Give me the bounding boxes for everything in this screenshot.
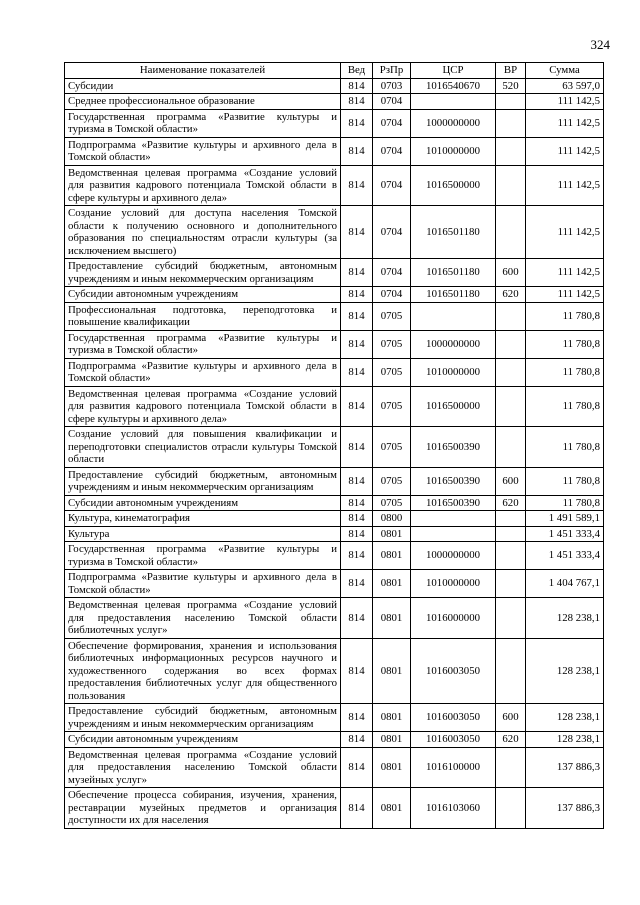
cell-csr: 1010000000: [411, 137, 496, 165]
table-row: [65, 542, 604, 570]
cell-csr: 1016501180: [411, 206, 496, 259]
cell-vr: [496, 330, 526, 358]
table-row: [65, 570, 604, 598]
cell-rzpr: 0801: [373, 542, 411, 570]
cell-csr: 1000000000: [411, 109, 496, 137]
cell-csr: 1016003050: [411, 704, 496, 732]
cell-csr: 1016003050: [411, 732, 496, 748]
cell-csr: 1016500390: [411, 467, 496, 495]
cell-csr: 1016003050: [411, 638, 496, 704]
table-row: [65, 109, 604, 137]
cell-vr: 620: [496, 732, 526, 748]
cell-ved: 814: [341, 542, 373, 570]
cell-ved: 814: [341, 165, 373, 206]
cell-rzpr: 0801: [373, 638, 411, 704]
cell-rzpr: 0704: [373, 137, 411, 165]
cell-ved: 814: [341, 302, 373, 330]
table-row: [65, 704, 604, 732]
cell-ved: 814: [341, 638, 373, 704]
cell-csr: 1010000000: [411, 358, 496, 386]
cell-sum: 111 142,5: [526, 94, 604, 110]
header-ved: Вед: [341, 63, 373, 79]
cell-csr: 1016501180: [411, 259, 496, 287]
cell-vr: [496, 542, 526, 570]
cell-csr: 1000000000: [411, 542, 496, 570]
cell-csr: 1016500000: [411, 165, 496, 206]
cell-name: Субсидии автономным учреждениям: [65, 732, 341, 748]
cell-rzpr: 0705: [373, 330, 411, 358]
cell-sum: 11 780,8: [526, 495, 604, 511]
cell-name: Предоставление субсидий бюджетным, автономным учреждениям и иным некоммерческим организациям: [65, 259, 341, 287]
cell-vr: 520: [496, 78, 526, 94]
cell-ved: 814: [341, 467, 373, 495]
header-rzpr: РзПр: [373, 63, 411, 79]
cell-name: Субсидии автономным учреждениям: [65, 495, 341, 511]
cell-sum: 111 142,5: [526, 109, 604, 137]
cell-rzpr: 0801: [373, 526, 411, 542]
header-row: [65, 63, 604, 79]
table-row: [65, 330, 604, 358]
table-row: [65, 511, 604, 527]
cell-csr: 1016500390: [411, 495, 496, 511]
cell-rzpr: 0704: [373, 287, 411, 303]
cell-vr: [496, 358, 526, 386]
cell-sum: 128 238,1: [526, 638, 604, 704]
cell-sum: 1 404 767,1: [526, 570, 604, 598]
cell-vr: [496, 302, 526, 330]
table-row: [65, 638, 604, 704]
cell-sum: 137 886,3: [526, 747, 604, 788]
cell-name: Ведомственная целевая программа «Создание условий для предоставления населению Томской области музейных услуг»: [65, 747, 341, 788]
cell-name: Государственная программа «Развитие культуры и туризма в Томской области»: [65, 330, 341, 358]
cell-name: Предоставление субсидий бюджетным, автономным учреждениям и иным некоммерческим организациям: [65, 704, 341, 732]
table-row: [65, 358, 604, 386]
cell-csr: [411, 526, 496, 542]
cell-vr: [496, 206, 526, 259]
cell-rzpr: 0800: [373, 511, 411, 527]
table-row: [65, 287, 604, 303]
table-row: [65, 788, 604, 829]
cell-sum: 11 780,8: [526, 467, 604, 495]
cell-name: Ведомственная целевая программа «Создание условий для развития кадрового потенциала Томской области в сфере культуры и архивного дела»: [65, 386, 341, 427]
cell-ved: 814: [341, 78, 373, 94]
cell-ved: 814: [341, 747, 373, 788]
table-row: [65, 78, 604, 94]
cell-rzpr: 0801: [373, 570, 411, 598]
cell-rzpr: 0801: [373, 788, 411, 829]
cell-name: Субсидии автономным учреждениям: [65, 287, 341, 303]
cell-name: Ведомственная целевая программа «Создание условий для развития кадрового потенциала Томской области в сфере культуры и архивного дела»: [65, 165, 341, 206]
cell-sum: 11 780,8: [526, 427, 604, 468]
cell-ved: 814: [341, 495, 373, 511]
table-row: [65, 598, 604, 639]
cell-csr: 1016500000: [411, 386, 496, 427]
cell-sum: 111 142,5: [526, 287, 604, 303]
cell-rzpr: 0704: [373, 109, 411, 137]
cell-vr: [496, 109, 526, 137]
cell-vr: 600: [496, 259, 526, 287]
table-body: [65, 78, 604, 828]
cell-name: Государственная программа «Развитие культуры и туризма в Томской области»: [65, 542, 341, 570]
cell-name: Обеспечение процесса собирания, изучения, хранения, реставрации музейных предметов и организация доступности их для населения: [65, 788, 341, 829]
cell-vr: [496, 427, 526, 468]
cell-rzpr: 0705: [373, 386, 411, 427]
table-row: [65, 526, 604, 542]
cell-rzpr: 0704: [373, 206, 411, 259]
cell-rzpr: 0704: [373, 94, 411, 110]
cell-sum: 63 597,0: [526, 78, 604, 94]
cell-ved: 814: [341, 526, 373, 542]
cell-name: Государственная программа «Развитие культуры и туризма в Томской области»: [65, 109, 341, 137]
cell-rzpr: 0705: [373, 467, 411, 495]
cell-vr: 620: [496, 287, 526, 303]
cell-vr: [496, 94, 526, 110]
cell-ved: 814: [341, 427, 373, 468]
cell-vr: [496, 386, 526, 427]
cell-ved: 814: [341, 259, 373, 287]
cell-vr: [496, 137, 526, 165]
cell-ved: 814: [341, 386, 373, 427]
table-row: [65, 137, 604, 165]
cell-name: Культура, кинематография: [65, 511, 341, 527]
cell-sum: 128 238,1: [526, 598, 604, 639]
cell-sum: 137 886,3: [526, 788, 604, 829]
cell-sum: 11 780,8: [526, 386, 604, 427]
cell-rzpr: 0801: [373, 704, 411, 732]
table-header: [65, 63, 604, 79]
cell-vr: 600: [496, 704, 526, 732]
cell-name: Создание условий для доступа населения Томской области к получению основного и дополнительного образования по специальностям отрасли культуры (за исключением высшего): [65, 206, 341, 259]
cell-ved: 814: [341, 704, 373, 732]
cell-ved: 814: [341, 358, 373, 386]
table-row: [65, 165, 604, 206]
cell-csr: 1010000000: [411, 570, 496, 598]
cell-vr: [496, 598, 526, 639]
cell-ved: 814: [341, 137, 373, 165]
cell-csr: [411, 302, 496, 330]
table-row: [65, 386, 604, 427]
cell-sum: 128 238,1: [526, 704, 604, 732]
cell-name: Профессиональная подготовка, переподготовка и повышение квалификации: [65, 302, 341, 330]
cell-ved: 814: [341, 109, 373, 137]
table-row: [65, 467, 604, 495]
cell-name: Подпрограмма «Развитие культуры и архивного дела в Томской области»: [65, 358, 341, 386]
cell-vr: [496, 788, 526, 829]
cell-ved: 814: [341, 330, 373, 358]
cell-csr: [411, 94, 496, 110]
budget-table: [64, 62, 604, 829]
table-row: [65, 94, 604, 110]
cell-vr: 600: [496, 467, 526, 495]
header-sum: Сумма: [526, 63, 604, 79]
cell-csr: 1016540670: [411, 78, 496, 94]
cell-rzpr: 0705: [373, 495, 411, 511]
cell-rzpr: 0705: [373, 302, 411, 330]
cell-rzpr: 0801: [373, 732, 411, 748]
cell-vr: [496, 511, 526, 527]
page-number: 324: [590, 37, 610, 52]
cell-ved: 814: [341, 94, 373, 110]
header-vr: ВР: [496, 63, 526, 79]
cell-name: Предоставление субсидий бюджетным, автономным учреждениям и иным некоммерческим организациям: [65, 467, 341, 495]
cell-csr: 1016103060: [411, 788, 496, 829]
cell-name: Обеспечение формирования, хранения и использования библиотечных информационных ресурсов научного и художественного содержания во всех формах предоставления библиотечных услуг для общественного пользования: [65, 638, 341, 704]
cell-csr: 1016100000: [411, 747, 496, 788]
table-row: [65, 206, 604, 259]
cell-csr: 1016501180: [411, 287, 496, 303]
table-row: [65, 259, 604, 287]
cell-vr: [496, 526, 526, 542]
cell-name: Среднее профессиональное образование: [65, 94, 341, 110]
cell-sum: 111 142,5: [526, 259, 604, 287]
cell-sum: 11 780,8: [526, 358, 604, 386]
cell-rzpr: 0704: [373, 165, 411, 206]
cell-rzpr: 0801: [373, 598, 411, 639]
cell-rzpr: 0705: [373, 358, 411, 386]
table-row: [65, 495, 604, 511]
cell-ved: 814: [341, 788, 373, 829]
cell-sum: 1 451 333,4: [526, 526, 604, 542]
cell-name: Субсидии: [65, 78, 341, 94]
header-name: Наименование показателей: [65, 63, 341, 79]
cell-rzpr: 0703: [373, 78, 411, 94]
cell-sum: 111 142,5: [526, 137, 604, 165]
table-row: [65, 302, 604, 330]
cell-ved: 814: [341, 206, 373, 259]
cell-name: Подпрограмма «Развитие культуры и архивного дела в Томской области»: [65, 570, 341, 598]
cell-csr: 1016000000: [411, 598, 496, 639]
table-row: [65, 732, 604, 748]
header-csr: ЦСР: [411, 63, 496, 79]
cell-ved: 814: [341, 732, 373, 748]
cell-rzpr: 0704: [373, 259, 411, 287]
cell-sum: 1 491 589,1: [526, 511, 604, 527]
cell-rzpr: 0705: [373, 427, 411, 468]
cell-ved: 814: [341, 570, 373, 598]
cell-ved: 814: [341, 511, 373, 527]
cell-name: Создание условий для повышения квалификации и переподготовки специалистов отрасли культуры Томской области: [65, 427, 341, 468]
cell-name: Ведомственная целевая программа «Создание условий для предоставления населению Томской области библиотечных услуг»: [65, 598, 341, 639]
cell-sum: 1 451 333,4: [526, 542, 604, 570]
cell-name: Культура: [65, 526, 341, 542]
cell-sum: 128 238,1: [526, 732, 604, 748]
cell-ved: 814: [341, 287, 373, 303]
cell-vr: [496, 165, 526, 206]
cell-csr: 1016500390: [411, 427, 496, 468]
table-row: [65, 747, 604, 788]
cell-vr: [496, 570, 526, 598]
cell-csr: [411, 511, 496, 527]
cell-ved: 814: [341, 598, 373, 639]
table-row: [65, 427, 604, 468]
cell-vr: [496, 638, 526, 704]
cell-sum: 11 780,8: [526, 302, 604, 330]
cell-vr: 620: [496, 495, 526, 511]
cell-rzpr: 0801: [373, 747, 411, 788]
cell-name: Подпрограмма «Развитие культуры и архивного дела в Томской области»: [65, 137, 341, 165]
cell-sum: 111 142,5: [526, 206, 604, 259]
cell-sum: 11 780,8: [526, 330, 604, 358]
cell-sum: 111 142,5: [526, 165, 604, 206]
cell-csr: 1000000000: [411, 330, 496, 358]
cell-vr: [496, 747, 526, 788]
